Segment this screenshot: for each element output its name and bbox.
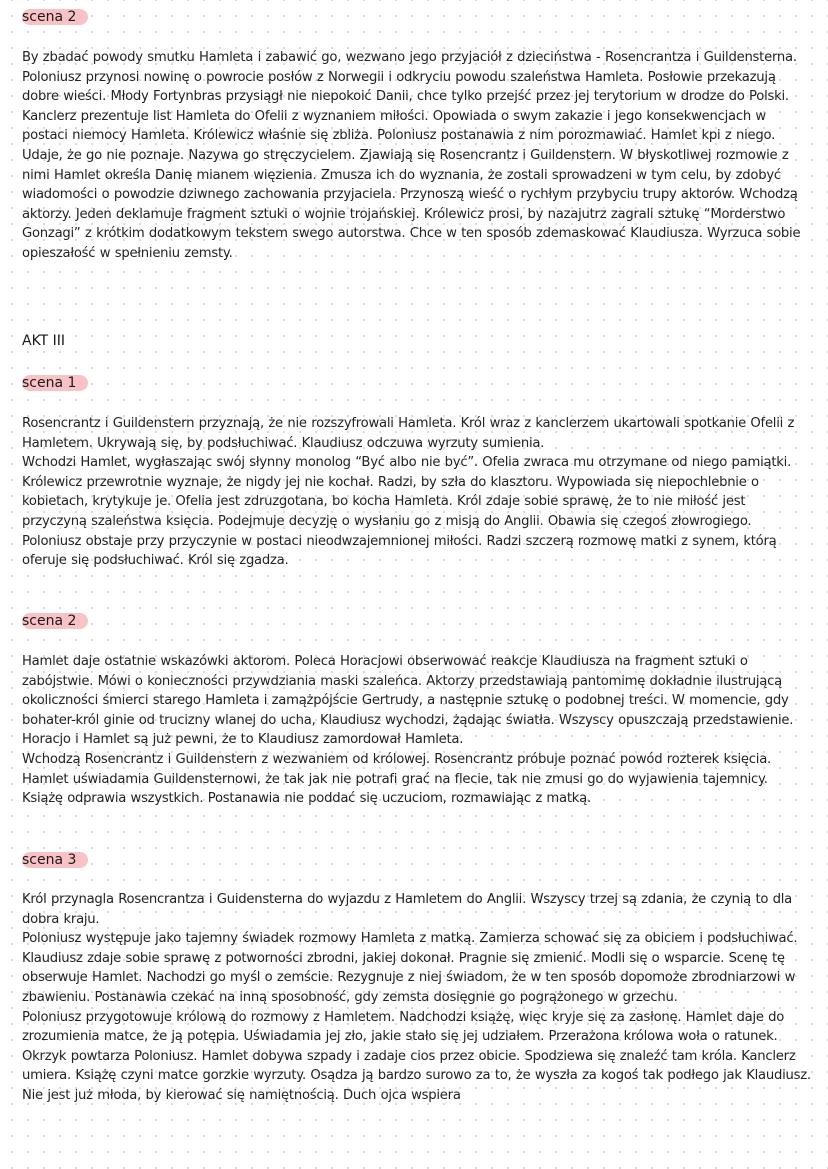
section-body — [22, 652, 812, 809]
heading-highlight: scena 2 — [22, 9, 88, 25]
section-body — [22, 414, 812, 571]
section-heading — [16, 610, 94, 632]
act-heading — [16, 330, 71, 352]
section-heading — [16, 849, 94, 871]
section-body — [22, 890, 812, 1106]
heading-highlight: scena 2 — [22, 613, 88, 629]
section-heading — [16, 6, 94, 28]
paragraph: Hamlet daje ostatnie wskazówki aktorom. Poleca Horacjowi obserwować reakcje Klaudiusza na fragment sztuki o zabójstwie. Mówi o konieczności przywdziania maski szaleńca. Aktorzy przedstawiają pantomimę dokładnie ilustrującą okoliczności śmierci starego Hamleta i zamążpójście Gertrudy, a następnie sztukę o podobnej treści. W momencie, gdy bohater-król ginie od trucizny wlanej do ucha, Klaudiusz wychodzi, żądając światła. Wszyscy opuszczają przedstawienie. Horacjo i Hamlet są już pewni, że to Klaudiusz zamordował Hamleta. — [22, 654, 794, 748]
heading-highlight: scena 1 — [22, 375, 88, 391]
section-heading — [16, 372, 94, 394]
act-title: AKT III — [22, 333, 66, 349]
paragraph: Poloniusz przygotowuje królową do rozmowy z Hamletem. Nadchodzi książę, więc kryje się za zasłonę. Hamlet daje do zrozumienia matce, że ją potępia. Uświadamia jej zło, jakie stało się jej udziałem. Przerażona królowa woła o ratunek. Okrzyk powtarza Poloniusz. Hamlet dobywa szpady i zadaje cios przez obicie. Spodziewa się znaleźć tam króla. Kanclerz umiera. Książę czyni matce gorzkie wyrzuty. Osądza ją bardzo surowo za to, że wyszła za kogoś tak podłego jak Klaudiusz. Nie jest już młoda, by kierować się namiętnością. Duch ojca wspiera — [22, 1009, 811, 1103]
paragraph: Król przynagla Rosencrantza i Guidensterna do wyjazdu z Hamletem do Anglii. Wszyscy trzej są zdania, że czynią to dla dobra kraju. — [22, 892, 793, 927]
paragraph: Poloniusz występuje jako tajemny świadek rozmowy Hamleta z matką. Zamierza schować się za obiciem i podsłuchiwać. Klaudiusz zdaje sobie sprawę z potworności zbrodni, jakiej dokonał. Pragnie się zmienić. Modli się o wsparcie. Scenę tę obserwuje Hamlet. Nachodzi go myśl o zemście. Rezygnuje z niej świadom, że w ten sposób dopomoże zbrodniarzowi w zbawieniu. Postanawia czekać na inną sposobność, gdy zemsta dosięgnie go pogrążonego w grzechu. — [22, 931, 798, 1005]
paragraph: Wchodzi Hamlet, wygłaszając swój słynny monolog “Być albo nie być”. Ofelia zwraca mu otrzymane od niego pamiątki. Królewicz przewrotnie wyznaje, że nigdy jej nie kochał. Radzi, by szła do klasztoru. Wypowiada się niepochlebnie o kobietach, krytykuje je. Ofelia jest zdruzgotana, bo kocha Hamleta. Król zdaje sobie sprawę, że to nie miłość jest przyczyną szaleństwa księcia. Podejmuje decyzję o wysłaniu go z misją do Anglii. Obawia się czegoś złowrogiego. Poloniusz obstaje przy przyczynie w postaci nieodwzajemnionej miłości. Radzi szczerą rozmowę matki z synem, którą oferuje się podsłuchiwać. Król się zgadza. — [22, 455, 792, 569]
paragraph: By zbadać powody smutku Hamleta i zabawić go, wezwano jego przyjaciół z dzieciństwa - Rosencrantza i Guildensterna. Poloniusz przynosi nowinę o powrocie posłów z Norwegii i odkryciu powodu szaleństwa Hamleta. Posłowie przekazują dobre wieści. Młody Fortynbras przysiągł nie niepokoić Danii, chce tylko przejść przez jej terytorium w drodze do Polski. — [22, 50, 797, 105]
paragraph: Rosencrantz i Guildenstern przyznają, że nie rozszyfrowali Hamleta. Król wraz z kanclerzem ukartowali spotkanie Ofelii z Hamletem. Ukrywają się, by podsłuchiwać. Klaudiusz odczuwa wyrzuty sumienia. — [22, 416, 795, 451]
paragraph: Kanclerz prezentuje list Hamleta do Ofelii z wyznaniem miłości. Opowiada o swym zakazie i jego konsekwencjach w postaci niemocy Hamleta. Królewicz właśnie się zbliża. Poloniusz postanawia z nim porozmawiać. Hamlet kpi z niego. Udaje, że go nie poznaje. Nazywa go stręczycielem. Zjawiają się Rosencrantz i Guildenstern. W błyskotliwej rozmowie z nimi Hamlet określa Danię mianem więzienia. Zmusza ich do wyznania, że zostali sprowadzeni w tym celu, by zdobyć wiadomości o powodzie dziwnego zachowania przyjaciela. Przynoszą wieść o rychłym przybyciu trupy aktorów. Wchodzą aktorzy. Jeden deklamuje fragment sztuki o wojnie trojańskiej. Królewicz prosi, by nazajutrz zagrali sztukę “Morderstwo Gonzagi” z krótkim dodatkowym tekstem swego autorstwa. Chce w ten sposób zdemaskować Klaudiusza. Wyrzuca sobie opieszałość w spełnieniu zemsty. — [22, 108, 801, 261]
section-body — [22, 48, 812, 264]
paragraph: Wchodzą Rosencrantz i Guildenstern z wezwaniem od królowej. Rosencrantz próbuje poznać powód rozterek księcia. Hamlet uświadamia Guildensternowi, że tak jak nie potrafi grać na flecie, tak nie zmusi go do wyjawienia tajemnicy. Książę odprawia wszystkich. Postanawia nie poddać się uczuciom, rozmawiając z matką. — [22, 751, 771, 807]
heading-highlight: scena 3 — [22, 852, 88, 868]
